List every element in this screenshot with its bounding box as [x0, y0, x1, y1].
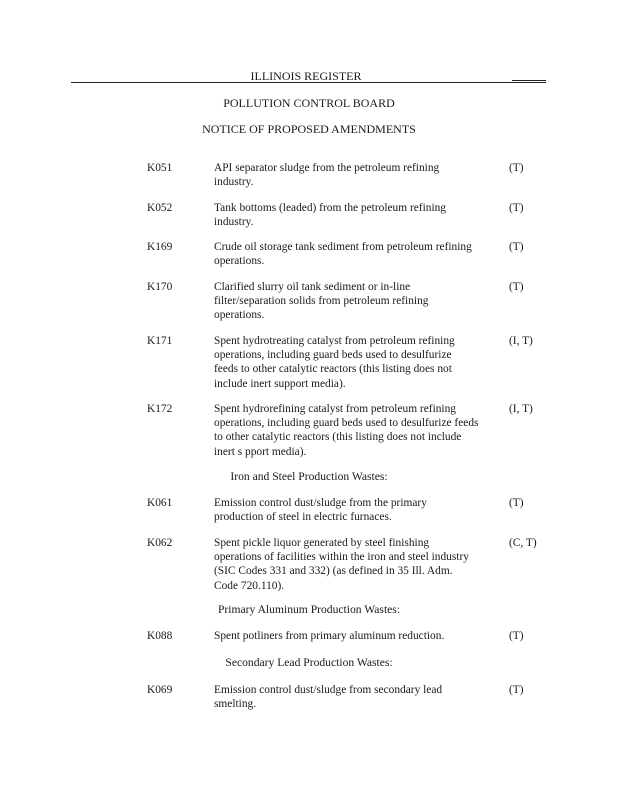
section-heading-secondary-lead: Secondary Lead Production Wastes:: [225, 656, 393, 669]
description-line: Spent pickle liquor generated by steel finishing: [214, 537, 430, 549]
waste-description: [214, 161, 504, 189]
section-heading-iron-steel: Iron and Steel Production Wastes:: [230, 470, 388, 483]
waste-code: K062: [147, 537, 173, 549]
notice-title: NOTICE OF PROPOSED AMENDMENTS: [202, 122, 416, 136]
description-line: feeds to other catalytic reactors (this listing does not: [214, 363, 452, 376]
register-title: ILLINOIS REGISTER: [250, 69, 362, 83]
hazard-code: (T): [509, 684, 524, 696]
description-line: Emission control dust/sludge from secondary lead: [214, 684, 443, 696]
description-line: production of steel in electric furnaces.: [214, 511, 392, 524]
waste-code: K172: [147, 403, 173, 415]
hazard-code: (I, T): [509, 335, 533, 347]
waste-description: [214, 201, 504, 229]
description-line: operations of facilities within the iron and steel industry: [214, 551, 469, 564]
waste-code: K169: [147, 241, 173, 253]
waste-description: [214, 496, 504, 524]
description-line: filter/separation solids from petroleum refining: [214, 295, 429, 308]
description-line: Tank bottoms (leaded) from the petroleum refining: [214, 202, 447, 214]
board-title: POLLUTION CONTROL BOARD: [223, 96, 395, 110]
description-line: include inert support media).: [214, 377, 346, 390]
hazard-code: (T): [509, 630, 524, 642]
hazard-code: (T): [509, 497, 524, 509]
waste-description: [214, 402, 504, 459]
description-line: Spent hydrotreating catalyst from petroleum refining: [214, 335, 455, 347]
description-line: operations, including guard beds used to desulfurize: [214, 349, 452, 362]
description-line: operations.: [214, 255, 265, 268]
hazard-code: (I, T): [509, 403, 533, 415]
hazard-code: (T): [509, 162, 524, 174]
hazard-code: (C, T): [509, 537, 537, 549]
description-line: operations.: [214, 309, 265, 322]
waste-code: K051: [147, 162, 173, 174]
description-line: industry.: [214, 216, 254, 229]
description-line: smelting.: [214, 698, 257, 711]
description-line: (SIC Codes 331 and 332) (as defined in 35 Ill. Adm.: [214, 565, 453, 578]
section-heading-primary-aluminum: Primary Aluminum Production Wastes:: [217, 603, 401, 616]
waste-code: K171: [147, 335, 173, 347]
description-line: inert s pport media).: [214, 445, 307, 458]
waste-description: [214, 280, 504, 323]
waste-code: K088: [147, 630, 173, 642]
waste-description: [214, 629, 504, 643]
description-line: Crude oil storage tank sediment from petroleum refining: [214, 241, 472, 253]
waste-description: [214, 240, 504, 268]
hazard-code: (T): [509, 281, 524, 293]
description-line: operations, including guard beds used to desulfurize feeds: [214, 417, 479, 430]
description-line: to other catalytic reactors (this listing does not include: [214, 431, 462, 444]
hazard-code: (T): [509, 241, 524, 253]
waste-code: K061: [147, 497, 173, 509]
description-line: Clarified slurry oil tank sediment or in-line: [214, 281, 411, 293]
hazard-code: (T): [509, 202, 524, 214]
description-line: API separator sludge from the petroleum refining: [214, 162, 440, 174]
waste-description: [214, 683, 504, 711]
description-line: Spent hydrorefining catalyst from petroleum refining: [214, 403, 456, 415]
waste-description: [214, 334, 504, 391]
waste-code: K052: [147, 202, 173, 214]
description-line: Spent potliners from primary aluminum reduction.: [214, 630, 445, 642]
waste-code: K170: [147, 281, 173, 293]
description-line: Code 720.110).: [214, 579, 285, 592]
description-line: Emission control dust/sludge from the primary: [214, 497, 427, 509]
waste-description: [214, 536, 504, 593]
description-line: industry.: [214, 176, 254, 189]
waste-code: K069: [147, 684, 173, 696]
